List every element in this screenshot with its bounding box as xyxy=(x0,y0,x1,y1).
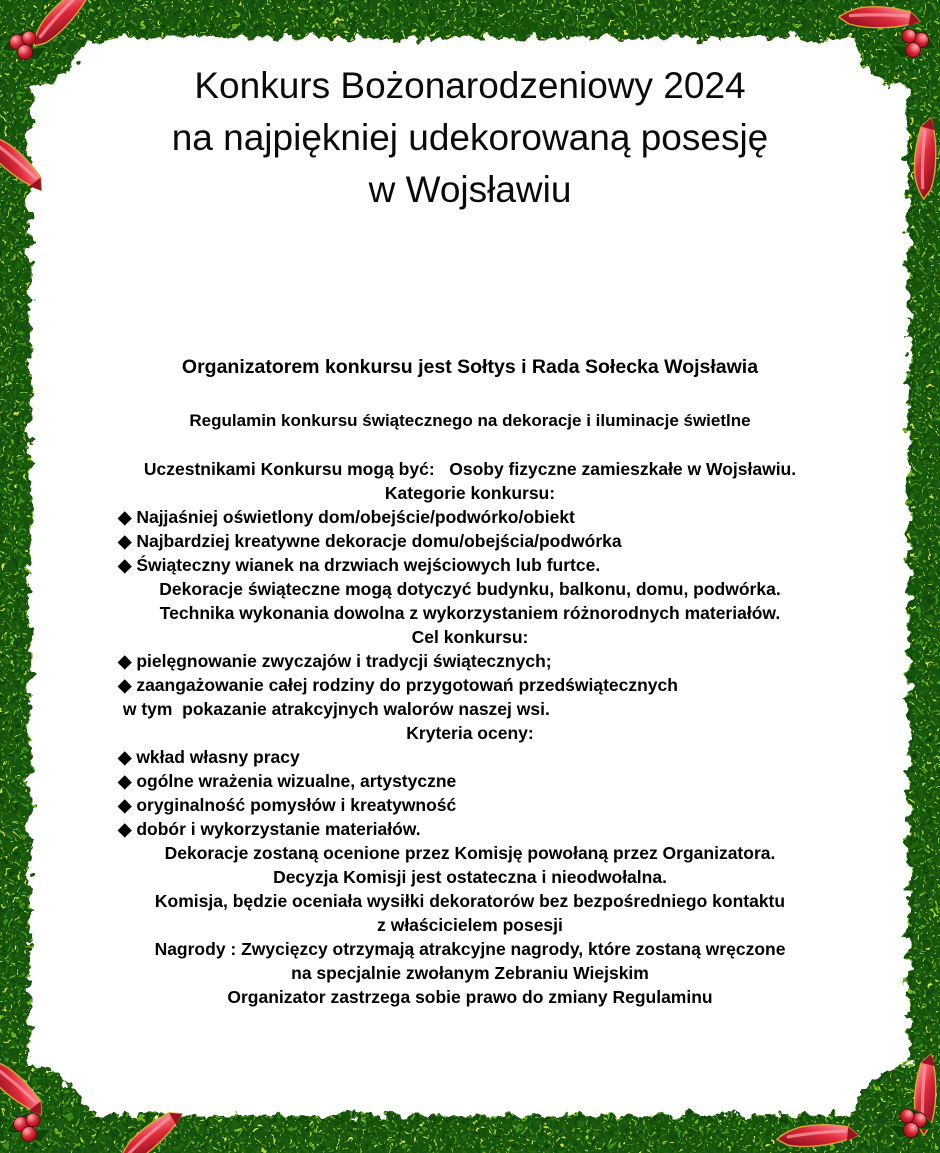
page-title-line: na najpiękniej udekorowaną posesję xyxy=(171,117,769,158)
page-title-line: w Wojsławiu xyxy=(368,169,572,210)
body-line: w tym pokazanie atrakcyjnych walorów naszej wsi. xyxy=(118,699,550,719)
bullet-line: ◆ ogólne wrażenia wizualne, artystyczne xyxy=(118,771,457,791)
page-title xyxy=(0,60,940,216)
bullet-line: ◆ zaangażowanie całej rodziny do przygotowań przedświątecznych xyxy=(118,675,678,695)
body-line: Dekoracje świąteczne mogą dotyczyć budynku, balkonu, domu, podwórka. xyxy=(159,579,781,599)
regulations-heading: Regulamin konkursu świątecznego na dekoracje i iluminacje świetlne xyxy=(189,411,751,430)
body-line: Technika wykonania dowolna z wykorzystaniem różnorodnych materiałów. xyxy=(159,603,781,623)
body-line: z właścicielem posesji xyxy=(377,915,563,935)
body-line: Dekoracje zostaną ocenione przez Komisję powołaną przez Organizatora. xyxy=(164,843,776,863)
page-title-line: Konkurs Bożonarodzeniowy 2024 xyxy=(194,65,746,106)
body-line: Nagrody : Zwycięzcy otrzymają atrakcyjne nagrody, które zostaną wręczone xyxy=(154,939,786,959)
body-line: Uczestnikami Konkursu mogą być: Osoby fizyczne zamieszkałe w Wojsławiu. xyxy=(143,459,797,479)
section-heading: Kryteria oceny: xyxy=(406,723,534,743)
bullet-line: ◆ Najjaśniej oświetlony dom/obejście/podwórko/obiekt xyxy=(118,507,575,527)
body-line: Komisja, będzie oceniała wysiłki dekoratorów bez bezpośredniego kontaktu xyxy=(154,891,786,911)
organizer-line: Organizatorem konkursu jest Sołtys i Rada Sołecka Wojsławia xyxy=(181,356,759,378)
bullet-line: ◆ Najbardziej kreatywne dekoracje domu/obejścia/podwórka xyxy=(118,531,622,551)
section-heading: Kategorie konkursu: xyxy=(384,483,556,503)
body-line: Decyzja Komisji jest ostateczna i nieodwołalna. xyxy=(273,867,667,887)
body-line: Organizator zastrzega sobie prawo do zmiany Regulaminu xyxy=(227,987,713,1007)
section-heading: Cel konkursu: xyxy=(411,627,529,647)
regulations-body xyxy=(0,457,940,1009)
bullet-line: ◆ dobór i wykorzystanie materiałów. xyxy=(118,819,421,839)
body-line: na specjalnie zwołanym Zebraniu Wiejskim xyxy=(291,963,649,983)
bullet-line: ◆ Świąteczny wianek na drzwiach wejściowych lub furtce. xyxy=(118,555,601,575)
bullet-line: ◆ oryginalność pomysłów i kreatywność xyxy=(118,795,457,815)
bullet-line: ◆ wkład własny pracy xyxy=(118,747,300,767)
bullet-line: ◆ pielęgnowanie zwyczajów i tradycji świątecznych; xyxy=(118,651,552,671)
